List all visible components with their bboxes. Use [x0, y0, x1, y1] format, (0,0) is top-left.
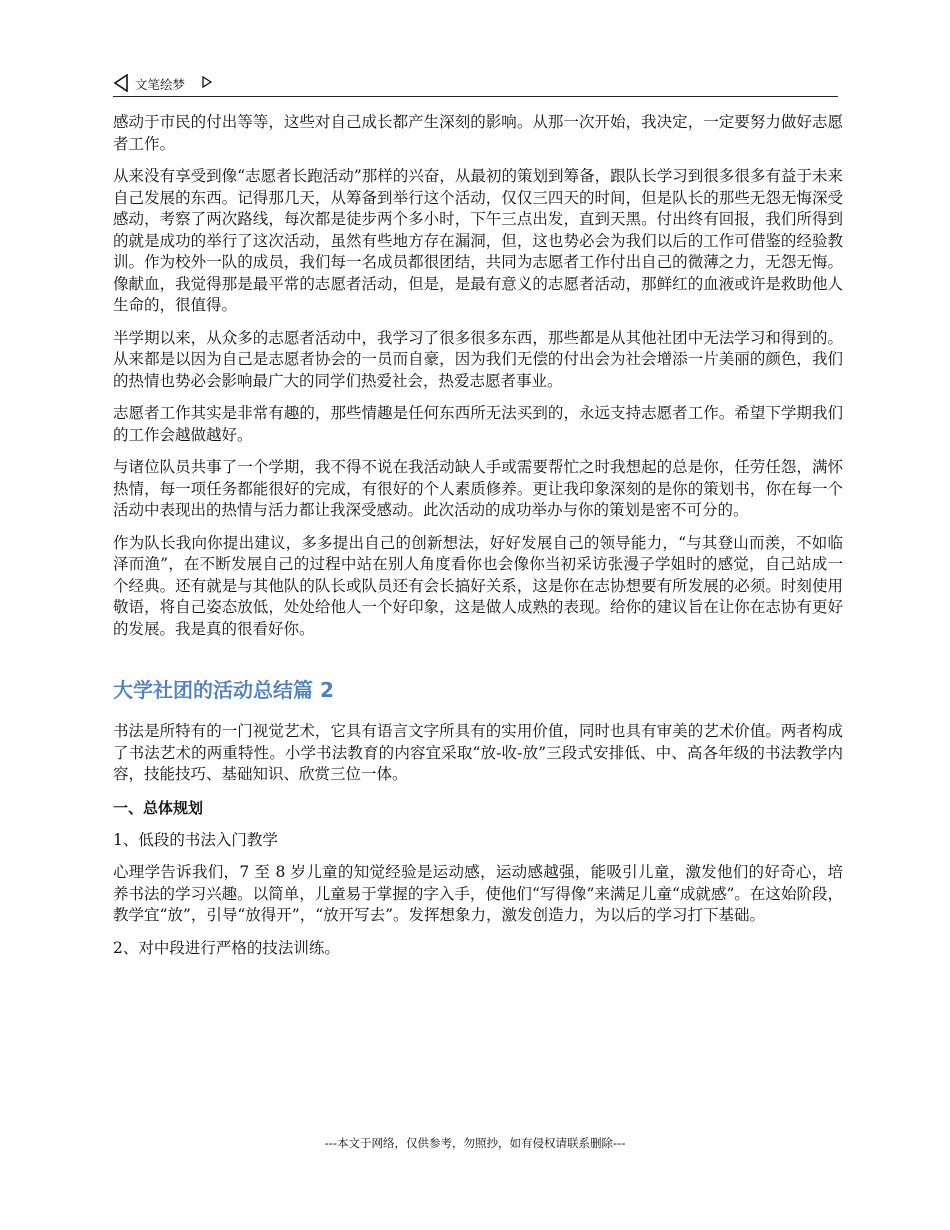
sub-heading: 一、总体规划 — [113, 798, 204, 817]
section-heading: 大学社团的活动总结篇 2 — [113, 678, 334, 702]
paragraph: 作为队长我向你提出建议，多多提出自己的创新想法，好好发展自己的领导能力，“与其登山而羡，不如临泽而渔”，在不断发展自己的过程中站在别人角度看你也会像你当初采访张漫子学姐时的感觉，自己站成一个经典。还有就是与其他队的队长或队员还有会长搞好关系，这是你在志协想要有所发展的必须。时刻使用敬语，将自己姿态放低，处处给他人一个好印象，这是做人成熟的表现。给你的建议旨在让你在志协有更好的发展。我是真的很看好你。 — [113, 533, 843, 638]
triangle-right-icon — [202, 76, 212, 88]
paragraph: 与诸位队员共事了一个学期，我不得不说在我活动缺人手或需要帮忙之时我想起的总是你，任劳任怨，满怀热情，每一项任务都能很好的完成，有很好的个人素质修养。更让我印象深刻的是你的策划书，你在每一个活动中表现出的热情与活力都让我深受感动。此次活动的成功举办与你的策划是密不可分的。 — [113, 458, 843, 519]
paragraph: 书法是所特有的一门视觉艺术，它具有语言文字所具有的实用价值，同时也具有审美的艺术价值。两者构成了书法艺术的两重特性。小学书法教育的内容宜采取“放-收-放”三段式安排低、中、高各年级的书法教学内容，技能技巧、基础知识、欣赏三位一体。 — [113, 722, 843, 783]
page-header — [113, 72, 838, 97]
triangle-left-icon — [113, 74, 129, 92]
paragraph: 志愿者工作其实是非常有趣的，那些情趣是任何东西所无法买到的，永远支持志愿者工作。希望下学期我们的工作会越做越好。 — [113, 404, 843, 444]
brand-name: 文笔绘梦 — [135, 77, 186, 92]
paragraph: 半学期以来，从众多的志愿者活动中，我学习了很多很多东西，那些都是从其他社团中无法学习和得到的。从来都是以因为自己是志愿者协会的一员而自豪，因为我们无偿的付出会为社会增添一片美丽的颜色，我们的热情也势必会影响最广大的同学们热爱社会，热爱志愿者事业。 — [113, 328, 843, 390]
list-item: 1、低段的书法入门教学 — [113, 830, 278, 849]
list-item: 2、对中段进行严格的技法训练。 — [113, 938, 340, 957]
paragraph: 从来没有享受到像“志愿者长跑活动”那样的兴奋，从最初的策划到筹备，跟队长学习到很多很多有益于未来自己发展的东西。记得那几天，从筹备到举行这个活动，仅仅三四天的时间，但是队长的那些无怨无悔深受感动，考察了两次路线，每次都是徒步两个多小时，下午三点出发，直到天黑。付出终有回报，我们所得到的就是成功的举行了这次活动，虽然有些地方存在漏洞，但，这也势必会为我们以后的工作可借鉴的经验教训。作为校外一队的成员，我们每一名成员都很团结，共同为志愿者工作付出自己的微薄之力，无怨无悔。像献血，我觉得那是最平常的志愿者活动，但是，是最有意义的志愿者活动，那鲜红的血液或许是救助他人生命的，很值得。 — [113, 167, 843, 314]
paragraph: 感动于市民的付出等等，这些对自己成长都产生深刻的影响。从那一次开始，我决定，一定要努力做好志愿者工作。 — [113, 113, 843, 153]
document-body — [113, 112, 843, 970]
paragraph: 心理学告诉我们，7 至 8 岁儿童的知觉经验是运动感，运动感越强，能吸引儿童，激发他们的好奇心，培养书法的学习兴趣。以简单，儿童易于掌握的字入手，使他们“写得像”来满足儿童“成就感”。在这始阶段，教学宜“放”，引导“放得开”，“放开写去”。发挥想象力，激发创造力，为以后的学习打下基础。 — [113, 863, 843, 924]
page-footer: ---本文于网络，仅供参考，勿照抄，如有侵权请联系删除--- — [324, 1136, 626, 1150]
